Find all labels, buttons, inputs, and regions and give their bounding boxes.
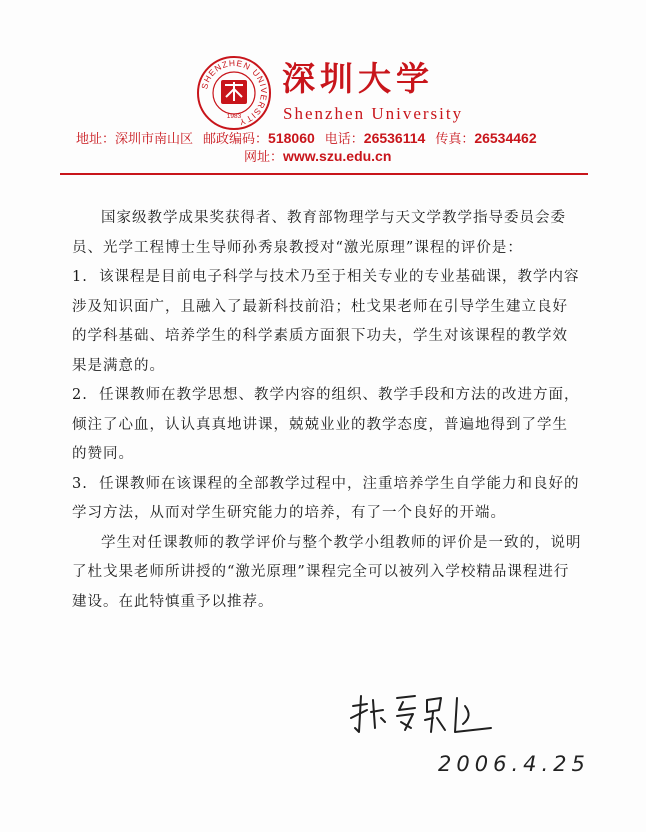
- letter-body: [72, 204, 582, 617]
- intro-paragraph: 国家级教学成果奖获得者、教育部物理学与天文学教学指导委员会委员、光学工程博士生导师孙秀泉教授对“激光原理”课程的评价是：: [72, 210, 566, 256]
- address-value: 深圳市南山区: [115, 132, 194, 147]
- evaluation-point-2: [72, 381, 582, 470]
- fax-label: 传真：: [435, 132, 475, 147]
- phone-label: 电话：: [324, 132, 364, 147]
- point-text: 任课教师在该课程的全部教学过程中，注重培养学生自学能力和良好的学习方法，从而对学生研究能力的培养，有了一个良好的开端。: [72, 475, 580, 521]
- university-name-cn: 深圳大学: [282, 59, 434, 98]
- website-label: 网址：: [244, 150, 284, 165]
- website-line: [244, 146, 391, 165]
- postcode-value: 518060: [268, 130, 315, 146]
- point-text: 任课教师在教学思想、教学内容的组织、教学手段和方法的改进方面，倾注了心血，认认真真地讲课，兢兢业业的教学态度，普遍地得到了学生的赞同。: [72, 387, 580, 462]
- website-link[interactable]: www.szu.edu.cn: [283, 148, 392, 164]
- university-seal-icon: [196, 55, 272, 131]
- seal-year: 1983: [226, 113, 242, 120]
- conclusion-paragraph: 学生对任课教师的教学评价与整个教学小组教师的评价是一致的，说明了杜戈果老师所讲授的“激光原理”课程完全可以被列入学校精品课程进行建设。在此特慎重予以推荐。: [72, 534, 582, 610]
- address-label: 地址：: [76, 132, 116, 147]
- postcode-label: 邮政编码：: [203, 132, 269, 147]
- point-number: 3.: [72, 475, 88, 492]
- evaluation-point-3: [72, 470, 582, 529]
- contact-line: [76, 128, 537, 147]
- university-name-en: Shenzhen University: [283, 104, 464, 123]
- fax-value: 26534462: [474, 130, 537, 146]
- seal-ring-text: SHENZHEN UNIVERSITY: [199, 57, 270, 128]
- phone-value: 26536114: [363, 130, 426, 146]
- evaluation-point-1: [72, 263, 582, 381]
- letterhead-divider: [60, 173, 588, 175]
- handwritten-signature: [345, 688, 495, 738]
- point-number: 2.: [72, 387, 88, 403]
- handwritten-date: 2006.4.25: [438, 752, 590, 776]
- point-number: 1.: [72, 269, 88, 285]
- letterhead: [0, 0, 646, 190]
- point-text: 该课程是目前电子科学与技术乃至于相关专业的专业基础课，教学内容涉及知识面广，且融入了最新科技前沿；杜戈果老师在引导学生建立良好的学科基础、培养学生的科学素质方面狠下功夫，学生对该课程的教学效果是满意的。: [72, 269, 580, 374]
